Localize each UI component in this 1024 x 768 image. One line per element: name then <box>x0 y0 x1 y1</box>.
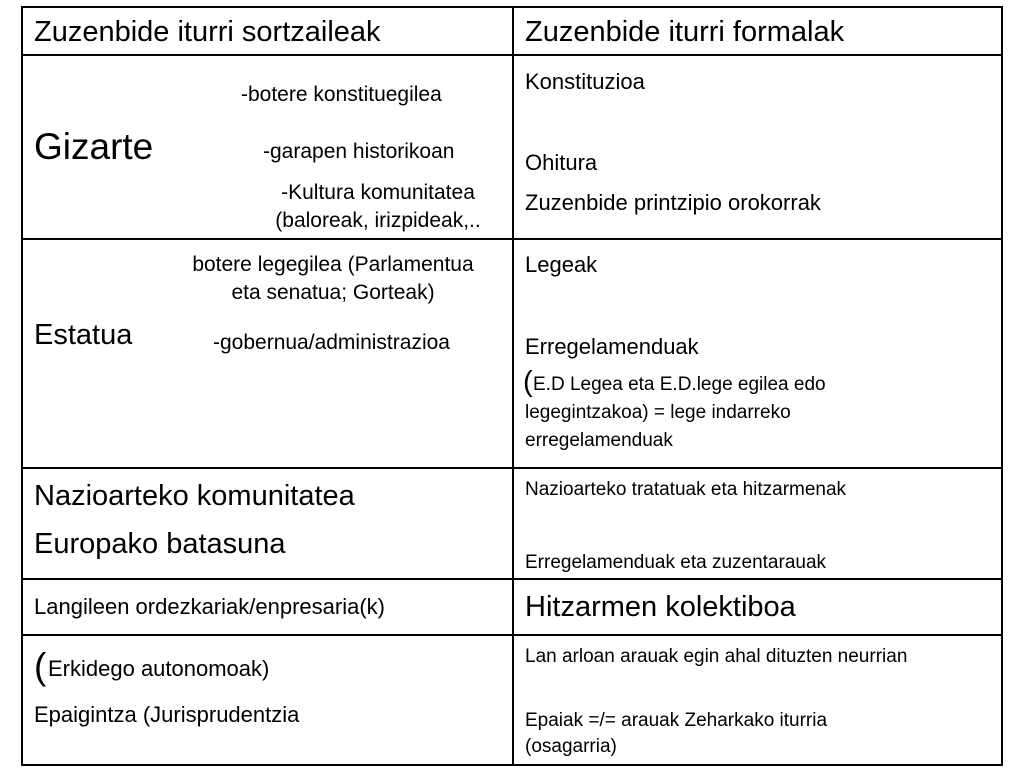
header-left: Zuzenbide iturri sortzaileak <box>34 16 381 48</box>
sources-table <box>21 6 1003 766</box>
column-divider <box>512 8 514 764</box>
row4-left: Langileen ordezkariak/enpresaria(k) <box>34 594 385 619</box>
row1-right-2: Ohitura <box>525 150 598 175</box>
row1-right-1: Konstituzioa <box>525 69 645 94</box>
row3-left-2: Europako batasuna <box>34 528 286 560</box>
row5-left-2: Epaigintza (Jurisprudentzia <box>34 702 300 727</box>
row-divider <box>23 467 1001 469</box>
row5-right-2-line2: (osagarria) <box>525 736 617 757</box>
row2-left-sub2: -gobernua/administrazioa <box>213 331 450 354</box>
row2-right-3-line2: legegintzakoa) = lege indarreko <box>525 402 791 423</box>
row2-right-3-paren: ( <box>523 366 533 398</box>
row5-right-2-line1: Epaiak =/= arauak Zeharkako iturria <box>525 710 828 731</box>
row-divider <box>23 54 1001 56</box>
row2-left-main: Estatua <box>34 319 133 351</box>
row2-right-1: Legeak <box>525 252 598 277</box>
header-right: Zuzenbide iturri formalak <box>525 16 845 48</box>
row1-right-3: Zuzenbide printzipio orokorrak <box>525 190 821 215</box>
row1-left-sub3-line2: (baloreak, irizpideak,.. <box>275 209 481 232</box>
row-divider <box>23 634 1001 636</box>
row1-left-sub2: -garapen historikoan <box>263 140 455 163</box>
row2-left-sub1-line1: botere legegilea (Parlamentua <box>192 253 474 276</box>
row3-right-1: Nazioarteko tratatuak eta hitzarmenak <box>525 479 847 500</box>
row5-right-1: Lan arloan arauak egin ahal dituzten neurrian <box>525 646 908 667</box>
row3-right-2: Erregelamenduak eta zuzentarauak <box>525 552 827 573</box>
row-divider <box>23 578 1001 580</box>
row5-left-1-paren: ( <box>34 646 47 687</box>
row4-right: Hitzarmen kolektiboa <box>525 591 796 623</box>
row3-left-1: Nazioarteko komunitatea <box>34 480 355 512</box>
row1-left-sub3-line1: -Kultura komunitatea <box>281 181 475 204</box>
row5-left-1: Erkidego autonomoak) <box>48 656 270 681</box>
row1-left-main: Gizarte <box>34 126 154 167</box>
row2-left-sub1-line2: eta senatua; Gorteak) <box>231 281 435 304</box>
row-divider <box>23 238 1001 240</box>
row2-right-2: Erregelamenduak <box>525 334 699 359</box>
row2-right-3-line1: E.D Legea eta E.D.lege egilea edo <box>533 374 826 395</box>
row1-left-sub1: -botere konstituegilea <box>241 83 442 106</box>
row2-right-3-line3: erregelamenduak <box>525 430 673 451</box>
